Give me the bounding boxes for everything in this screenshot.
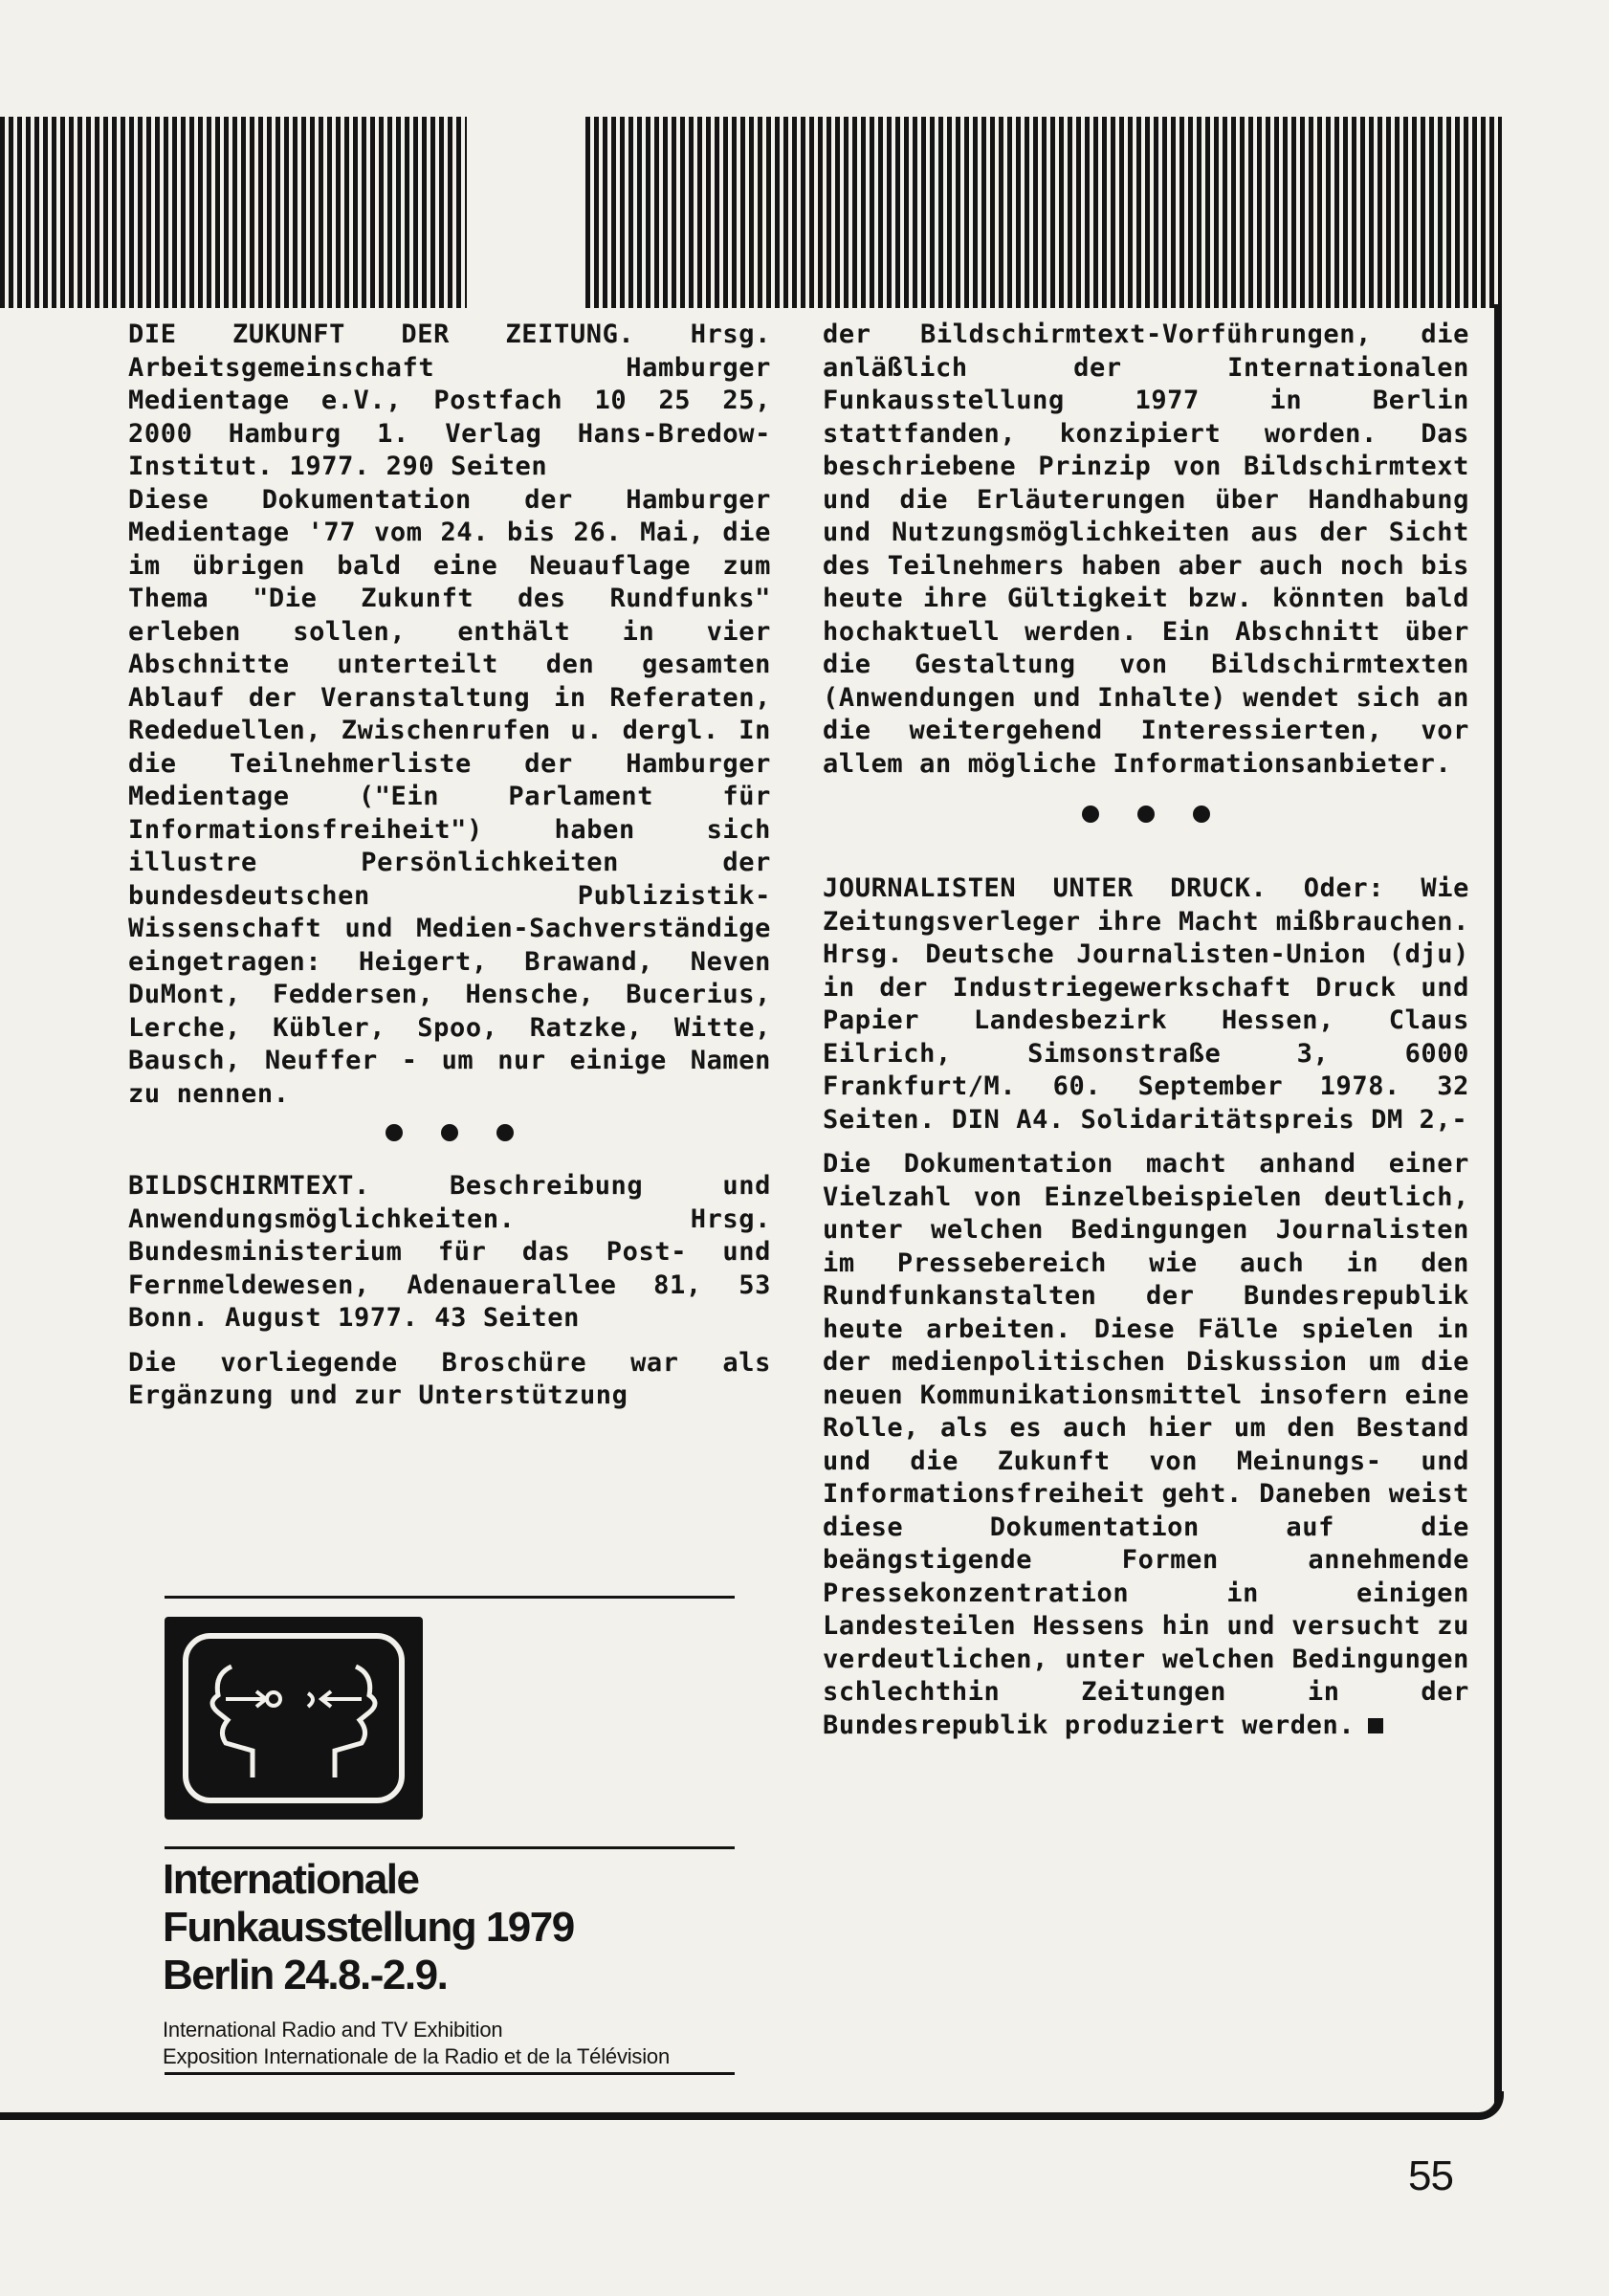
ad-subtitle-french: Exposition Internationale de la Radio et de la Télévision [163,2044,670,2068]
entry-heading-bildschirmtext: BILDSCHIRMTEXT. Beschreibung und Anwendungsmöglichkeiten. Hrsg. Bundesministerium für das Post- und Fernmeldewesen, Adenauerallee 81, 53 Bonn. August 1977. 43 Seiten [128,1171,771,1333]
dot-icon [1193,806,1210,823]
right-column [823,319,1469,1742]
ad-subtitle-english: International Radio and TV Exhibition [163,2018,503,2042]
entry-body-text: Die Dokumentation macht anhand einer Vielzahl von Einzelbeispielen deutlich, unter welchen Bedingungen Journalisten im Pressebereich wie auch in den Rundfunkanstalten der Bundesrepublik heute arbeiten. Diese Fälle spielen in der medienpolitischen Diskussion um die neuen Kommunikationsmittel insofern eine Rolle, als es auch hier um den Bestand und die Zukunft von Meinungs- und Informationsfreiheit geht. Daneben weist diese Dokumentation auf die beängstigende Formen annehmende Pressekonzentration in einigen Landesteilen Hessens hin und versucht zu verdeutlichen, unter welchen Bedingungen schlechthin Zeitungen in der Bundesrepublik produziert werden. [823,1149,1469,1740]
entry-body-bildschirmtext: Die vorliegende Broschüre war als Ergänzung und zur Unterstützung [128,1347,771,1410]
ad-title-line-1: Internationale [163,1856,419,1903]
ad-title-line-2: Funkausstellung 1979 [163,1904,574,1951]
page-number: 55 [1408,2152,1453,2199]
frame-bottom-border [0,2091,1504,2120]
separator-dots [128,1124,771,1141]
left-column [128,319,771,1413]
entry-body-bildschirmtext-continued: der Bildschirmtext-Vorführungen, die anläßlich der Internationalen Funkausstellung 1977 in Berlin stattfanden, konzipiert worden. Das beschriebene Prinzip von Bildschirmtext und die Erläuterungen über Handhabung und Nutzungsmöglichkeiten aus der Sicht des Teilnehmers haben aber auch noch bis heute ihre Gültigkeit bzw. könnten bald hochaktuell werden. Ein Abschnitt über die Gestaltung von Bildschirmtexten (Anwendungen und Inhalte) wendet sich an die weitergehend Interessierten, vor allem an mögliche Informationsanbieter. [823,320,1469,779]
entry-body-journalisten-unter-druck [823,1148,1469,1742]
dot-icon [496,1124,514,1141]
frame-right-border [1494,304,1502,2103]
entry-heading-zukunft-der-zeitung: DIE ZUKUNFT DER ZEITUNG. Hrsg. Arbeitsgemeinschaft Hamburger Medientage e.V., Postfach 10 25 25, 2000 Hamburg 1. Verlag Hans-Bredow-Institut. 1977. 290 Seiten [128,320,771,481]
ad-bottom-rule [165,2072,735,2075]
banner-graphic [0,117,1502,308]
ifa-advertisement [163,1848,775,2070]
dot-icon [441,1124,458,1141]
dot-icon [1137,806,1155,823]
dot-icon [386,1124,403,1141]
ifa-logo [165,1617,423,1820]
entry-heading-journalisten-unter-druck: JOURNALISTEN UNTER DRUCK. Oder: Wie Zeitungsverleger ihre Macht mißbrauchen. Hrsg. Deutsche Journalisten-Union (dju) in der Industriegewerkschaft Druck und Papier Landesbezirk Hessen, Claus Eilrich, Simsonstraße 3, 6000 Frankfurt/M. 60. September 1978. 32 Seiten. DIN A4. Solidaritätspreis DM 2,- [823,873,1469,1135]
section-banner [0,117,1502,308]
end-of-article-icon [1368,1718,1383,1733]
ifa-head-icon [165,1617,423,1820]
separator-dots [823,806,1469,823]
ad-top-rule [165,1596,735,1599]
ad-title-line-3: Berlin 24.8.-2.9. [163,1952,448,1998]
entry-body-zukunft-der-zeitung: Diese Dokumentation der Hamburger Medientage '77 vom 24. bis 26. Mai, die im übrigen bald eine Neuauflage zum Thema "Die Zukunft des Rundfunks" erleben sollen, enthält in vier Abschnitte unterteilt den gesamten Ablauf der Veranstaltung in Referaten, Rededuellen, Zwischenrufen u. dergl. In die Teilnehmerliste der Hamburger Medientage ("Ein Parlament für Informationsfreiheit") haben sich illustre Persönlichkeiten der bundesdeutschen Publizistik-Wissenschaft und Medien-Sachverständige eingetragen: Heigert, Brawand, Neven DuMont, Feddersen, Hensche, Bucerius, Lerche, Kübler, Spoo, Ratzke, Witte, Bausch, Neuffer - um nur einige Namen zu nennen. [128,484,771,1109]
dot-icon [1082,806,1099,823]
